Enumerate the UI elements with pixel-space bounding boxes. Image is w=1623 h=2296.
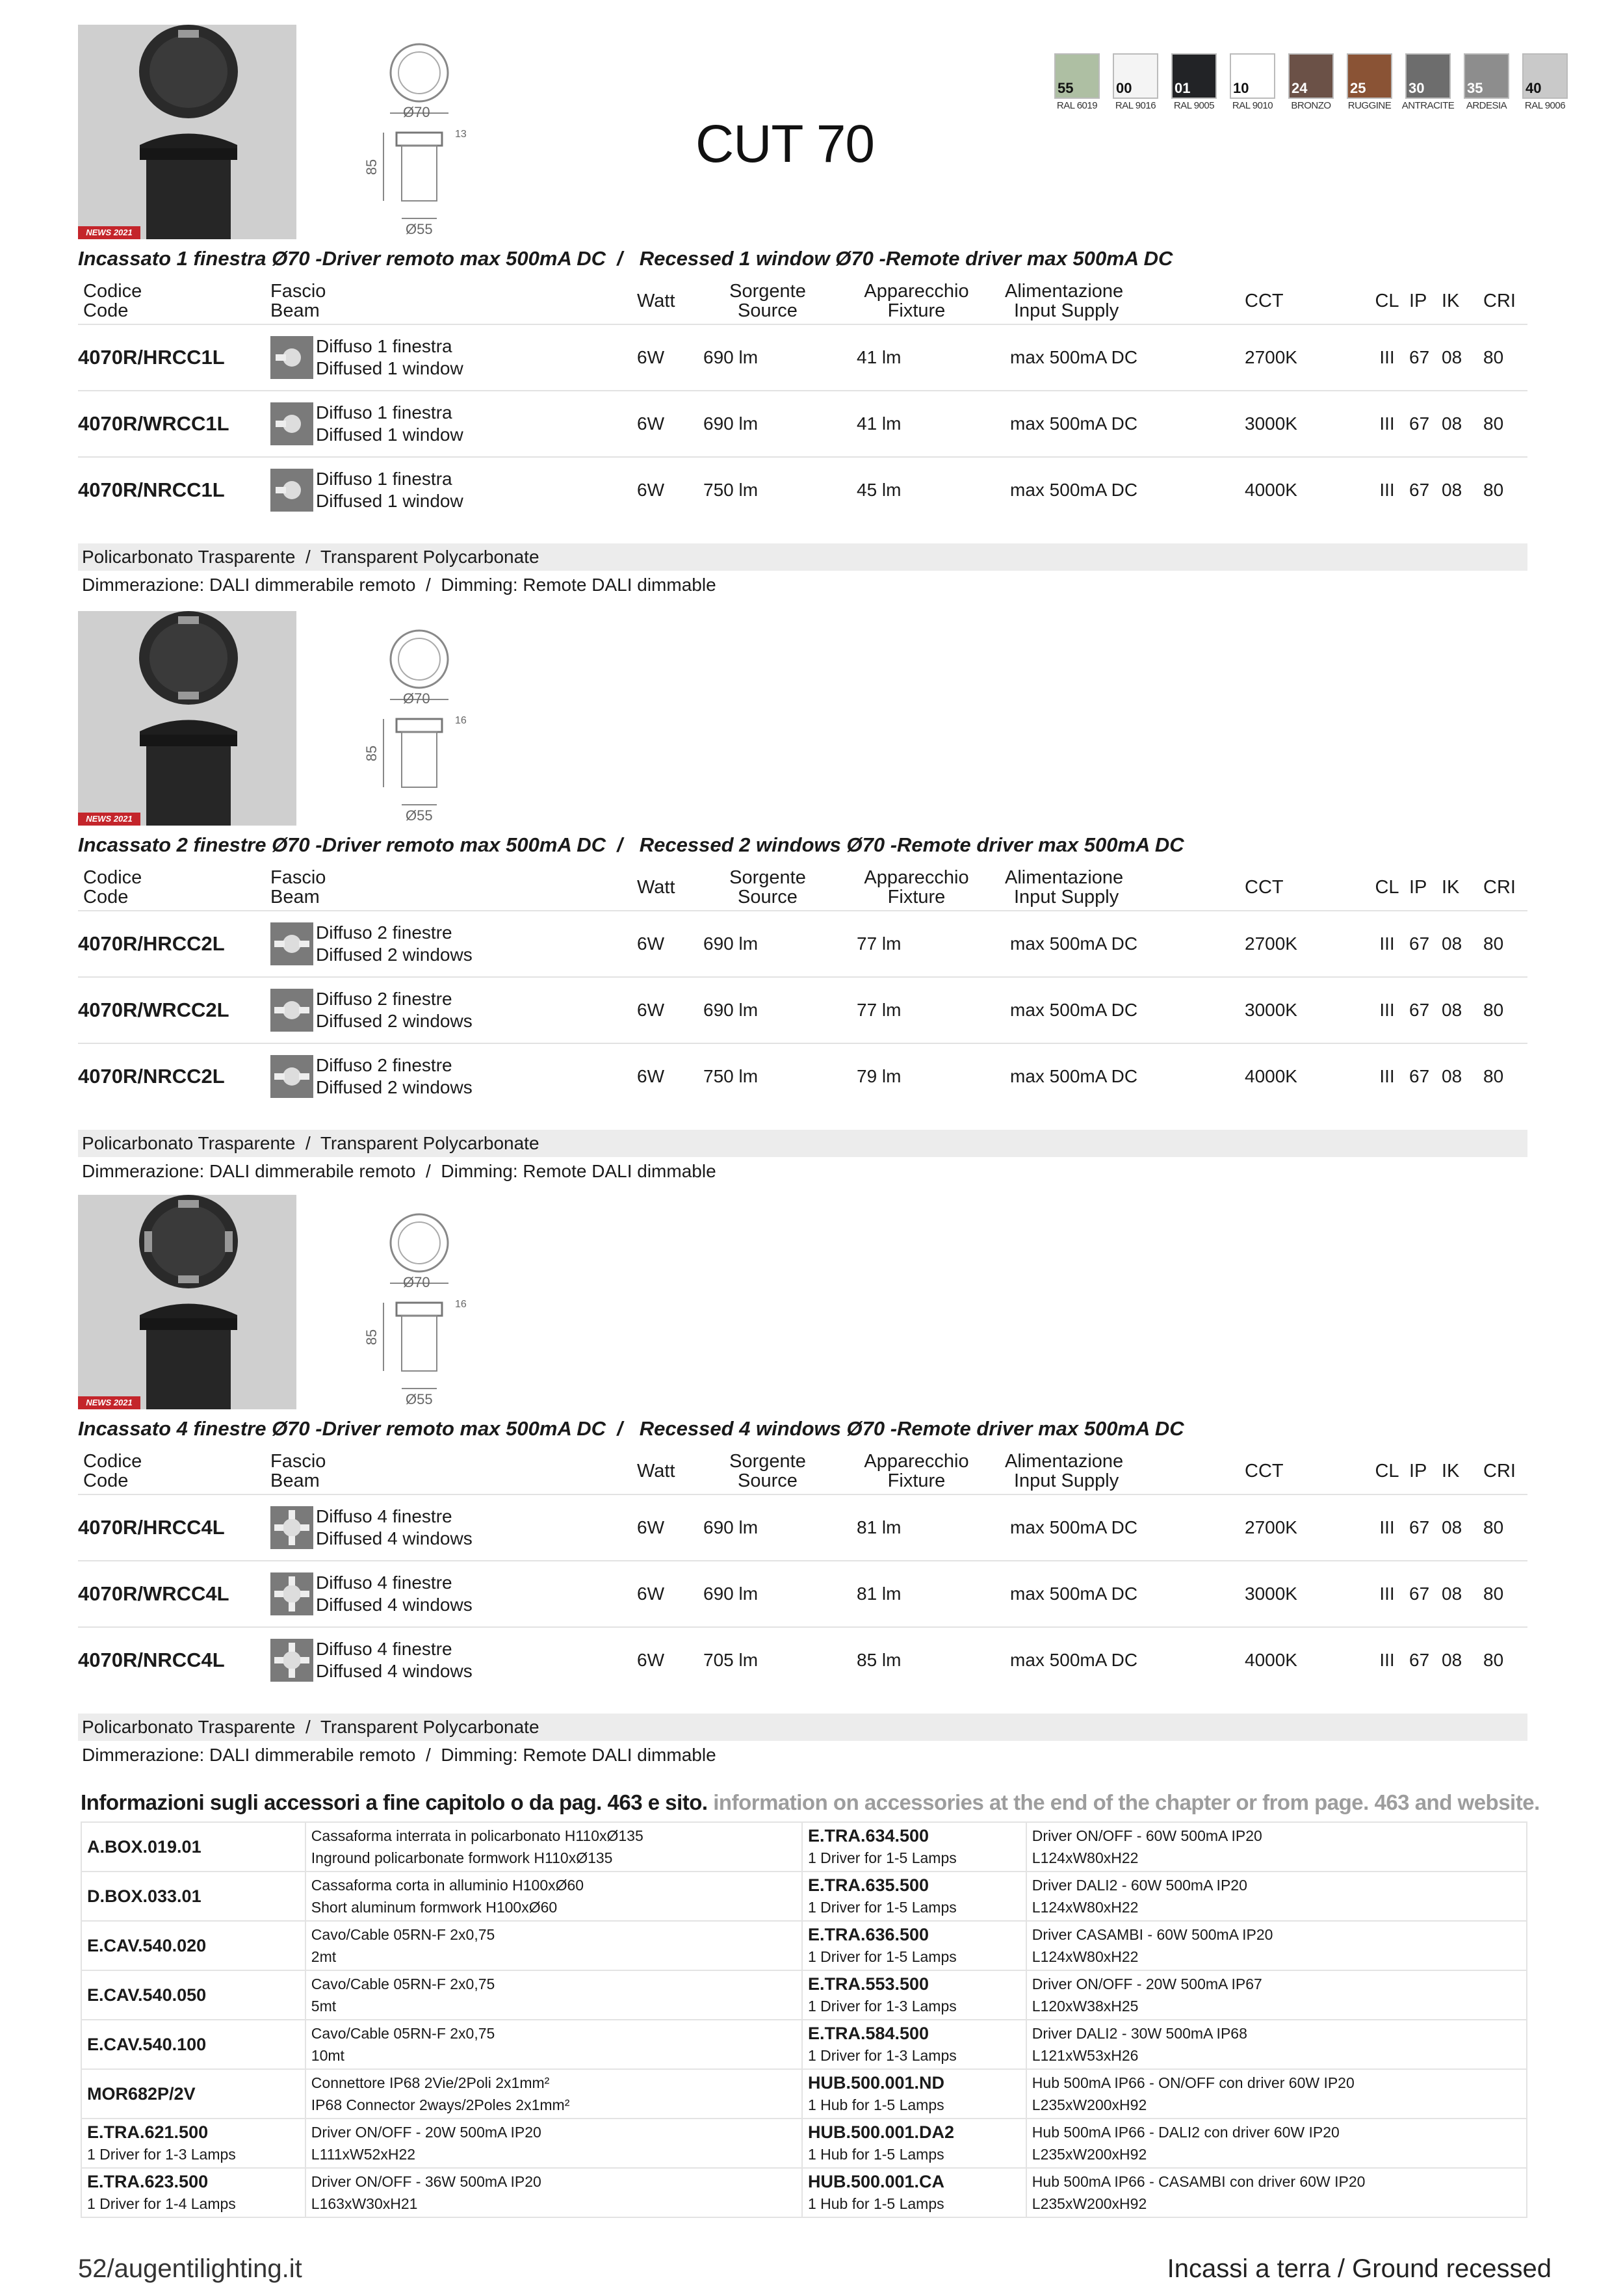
accessory-row — [81, 2020, 1527, 2069]
beam-cell — [266, 457, 637, 523]
accessory-row — [81, 1970, 1527, 2020]
color-swatch — [1340, 53, 1399, 111]
table-row — [78, 1561, 1527, 1627]
col-cct: CCT — [1245, 291, 1284, 311]
ik: 08 — [1442, 1561, 1483, 1627]
accessory-sub: 1 Hub for 1-5 Lamps — [807, 2195, 944, 2212]
col-beam: Fascio Beam — [270, 281, 326, 321]
class: III — [1365, 1561, 1409, 1627]
product-table — [78, 865, 1527, 1109]
ik: 08 — [1442, 911, 1483, 977]
accessories-heading — [81, 1790, 1540, 1815]
section-title: Incassato 1 finestra Ø70 -Driver remoto max 500mA DC / Recessed 1 window Ø70 -Remote driver max 500mA DC — [78, 247, 1173, 270]
dim-flange: 16 — [455, 715, 467, 726]
beam-cell — [266, 1494, 637, 1561]
ik: 08 — [1442, 324, 1483, 391]
table-row — [78, 1627, 1527, 1693]
swatch-ral: ANTRACITE — [1401, 100, 1455, 111]
table-row — [78, 391, 1527, 457]
accessory-desc: Hub 500mA IP66 - DALI2 con driver 60W IP20 L235xW200xH92 — [1026, 2119, 1527, 2168]
accessory-row — [81, 2069, 1527, 2119]
input-supply: max 500mA DC — [994, 1627, 1245, 1693]
section-title: Incassato 4 finestre Ø70 -Driver remoto max 500mA DC / Recessed 4 windows Ø70 -Remote driver max 500mA DC — [78, 1417, 1184, 1440]
col-ik: IK — [1442, 877, 1460, 898]
accessory-desc: Cavo/Cable 05RN-F 2x0,75 10mt — [305, 2020, 802, 2069]
dim-diameter-top: Ø70 — [403, 1274, 430, 1290]
swatch-color — [1230, 53, 1275, 99]
accessory-sub: 1 Driver for 1-5 Lamps — [807, 1899, 957, 1916]
source-lm: 690 lm — [697, 911, 838, 977]
cri: 80 — [1483, 457, 1527, 523]
beam-en: Diffused 2 windows — [316, 1077, 473, 1097]
product-code: 4070R/NRCC4L — [78, 1627, 266, 1693]
cct: 2700K — [1245, 324, 1365, 391]
beam-it: Diffuso 4 finestre — [316, 1506, 452, 1526]
col-code: Codice Code — [83, 1451, 142, 1491]
table-row — [78, 457, 1527, 523]
accessory-code: E.CAV.540.050 — [81, 1970, 305, 2020]
class: III — [1365, 977, 1409, 1043]
beam-en: Diffused 4 windows — [316, 1595, 473, 1615]
source-lm: 705 lm — [697, 1627, 838, 1693]
product-table — [78, 1448, 1527, 1693]
material-note: Policarbonato Trasparente / Transparent Polycarbonate — [78, 1714, 1527, 1741]
technical-drawing — [364, 628, 468, 826]
accessory-code: E.TRA.621.500 1 Driver for 1-3 Lamps — [81, 2119, 305, 2168]
product-photo — [78, 611, 296, 826]
watt: 6W — [637, 1627, 697, 1693]
col-watt: Watt — [637, 877, 675, 898]
fixture-lm: 81 lm — [838, 1561, 994, 1627]
cct: 3000K — [1245, 391, 1365, 457]
beam-cell — [266, 977, 637, 1043]
beam-en: Diffused 1 window — [316, 424, 463, 445]
dim-diameter-top: Ø70 — [403, 690, 430, 707]
watt: 6W — [637, 324, 697, 391]
dim-height: 85 — [363, 745, 380, 762]
product-code: 4070R/NRCC1L — [78, 457, 266, 523]
ip: 67 — [1409, 391, 1442, 457]
source-lm: 690 lm — [697, 324, 838, 391]
col-code: Codice Code — [83, 281, 142, 321]
col-ip: IP — [1409, 877, 1427, 898]
cri: 80 — [1483, 324, 1527, 391]
accessory-code: D.BOX.033.01 — [81, 1872, 305, 1921]
source-lm: 690 lm — [697, 391, 838, 457]
beam-it: Diffuso 1 finestra — [316, 402, 452, 423]
cct: 2700K — [1245, 1494, 1365, 1561]
dim-diameter-bottom: Ø55 — [406, 221, 433, 237]
ip: 67 — [1409, 457, 1442, 523]
col-ik: IK — [1442, 1461, 1460, 1481]
diffuser-icon — [270, 336, 313, 379]
cri: 80 — [1483, 1627, 1527, 1693]
col-cl: CL — [1375, 1461, 1399, 1481]
beam-it: Diffuso 2 finestre — [316, 922, 452, 943]
cri: 80 — [1483, 1043, 1527, 1109]
watt: 6W — [637, 1043, 697, 1109]
class: III — [1365, 391, 1409, 457]
col-watt: Watt — [637, 1461, 675, 1481]
cct: 3000K — [1245, 1561, 1365, 1627]
table-header — [78, 278, 1527, 324]
beam-cell — [266, 324, 637, 391]
fixture-lm: 41 lm — [838, 324, 994, 391]
beam-en: Diffused 2 windows — [316, 1011, 473, 1031]
col-ik: IK — [1442, 291, 1460, 311]
color-swatch — [1106, 53, 1165, 111]
diffuser-icon — [270, 922, 313, 965]
cct: 4000K — [1245, 1627, 1365, 1693]
col-beam: Fascio Beam — [270, 1451, 326, 1491]
accessory-row — [81, 1872, 1527, 1921]
beam-it: Diffuso 2 finestre — [316, 1055, 452, 1075]
diffuser-icon — [270, 1572, 313, 1615]
swatch-color — [1171, 53, 1217, 99]
product-code: 4070R/WRCC1L — [78, 391, 266, 457]
accessories-heading-it: Informazioni sugli accessori a fine capitolo o da pag. 463 e sito. — [81, 1790, 708, 1814]
material-note: Policarbonato Trasparente / Transparent Polycarbonate — [78, 1130, 1527, 1157]
footer-website: 52/augentilighting.it — [78, 2254, 302, 2283]
swatch-ral: BRONZO — [1291, 100, 1331, 111]
col-fixture: Apparecchio Fixture — [864, 1451, 969, 1491]
accessory-desc: Driver DALI2 - 30W 500mA IP68 L121xW53xH26 — [1026, 2020, 1527, 2069]
col-supply: Alimentazione Input Supply — [1005, 1451, 1124, 1491]
accessory-code: E.CAV.540.100 — [81, 2020, 305, 2069]
ik: 08 — [1442, 391, 1483, 457]
col-cct: CCT — [1245, 1461, 1284, 1481]
ik: 08 — [1442, 977, 1483, 1043]
table-row — [78, 1494, 1527, 1561]
ip: 67 — [1409, 911, 1442, 977]
color-swatch — [1516, 53, 1574, 111]
accessory-code: HUB.500.001.ND 1 Hub for 1-5 Lamps — [802, 2069, 1026, 2119]
table-row — [78, 324, 1527, 391]
color-swatch — [1457, 53, 1516, 111]
input-supply: max 500mA DC — [994, 977, 1245, 1043]
swatch-code: 01 — [1175, 80, 1191, 96]
beam-cell — [266, 1043, 637, 1109]
input-supply: max 500mA DC — [994, 324, 1245, 391]
swatch-code: 25 — [1350, 80, 1366, 96]
ik: 08 — [1442, 457, 1483, 523]
accessory-desc: Driver CASAMBI - 60W 500mA IP20 L124xW80xH22 — [1026, 1921, 1527, 1970]
accessory-code: E.CAV.540.020 — [81, 1921, 305, 1970]
accessory-sub: 1 Driver for 1-3 Lamps — [807, 1998, 957, 2015]
table-row — [78, 911, 1527, 977]
col-fixture: Apparecchio Fixture — [864, 281, 969, 321]
input-supply: max 500mA DC — [994, 1561, 1245, 1627]
section-title: Incassato 2 finestre Ø70 -Driver remoto max 500mA DC / Recessed 2 windows Ø70 -Remote driver max 500mA DC — [78, 833, 1184, 856]
accessory-desc: Cavo/Cable 05RN-F 2x0,75 2mt — [305, 1921, 802, 1970]
accessories-table — [81, 1821, 1527, 2218]
technical-drawing — [364, 42, 468, 240]
accessory-sub: 1 Driver for 1-5 Lamps — [807, 1948, 957, 1965]
accessory-desc: Cassaforma interrata in policarbonato H110xØ135 Inground policarbonate formwork H110xØ135 — [305, 1822, 802, 1872]
class: III — [1365, 1627, 1409, 1693]
col-cct: CCT — [1245, 877, 1284, 898]
ik: 08 — [1442, 1627, 1483, 1693]
beam-cell — [266, 911, 637, 977]
product-code: 4070R/WRCC4L — [78, 1561, 266, 1627]
watt: 6W — [637, 1494, 697, 1561]
col-source: Sorgente Source — [729, 281, 806, 321]
swatch-code: 35 — [1467, 80, 1483, 96]
product-code: 4070R/HRCC2L — [78, 911, 266, 977]
accessory-row — [81, 1921, 1527, 1970]
col-cl: CL — [1375, 291, 1399, 311]
beam-it: Diffuso 4 finestre — [316, 1639, 452, 1659]
col-cri: CRI — [1483, 1461, 1516, 1481]
accessory-desc: Driver ON/OFF - 36W 500mA IP20 L163xW30xH21 — [305, 2168, 802, 2217]
ip: 67 — [1409, 324, 1442, 391]
col-source: Sorgente Source — [729, 867, 806, 907]
swatch-code: 55 — [1058, 80, 1074, 96]
table-row — [78, 977, 1527, 1043]
color-swatches — [1048, 53, 1574, 111]
accessory-row — [81, 1822, 1527, 1872]
color-swatch — [1048, 53, 1106, 111]
col-beam: Fascio Beam — [270, 867, 326, 907]
product-code: 4070R/HRCC4L — [78, 1494, 266, 1561]
cct: 4000K — [1245, 1043, 1365, 1109]
swatch-code: 30 — [1409, 80, 1425, 96]
input-supply: max 500mA DC — [994, 457, 1245, 523]
accessories-heading-en: information on accessories at the end of the chapter or from page. 463 and website. — [707, 1790, 1540, 1814]
ip: 67 — [1409, 977, 1442, 1043]
accessory-sub: 1 Driver for 1-5 Lamps — [807, 1849, 957, 1866]
dimming-note: Dimmerazione: DALI dimmerabile remoto / Dimming: Remote DALI dimmable — [82, 575, 716, 595]
technical-drawing — [364, 1212, 468, 1410]
accessory-code: A.BOX.019.01 — [81, 1822, 305, 1872]
dimming-note: Dimmerazione: DALI dimmerabile remoto / Dimming: Remote DALI dimmable — [82, 1745, 716, 1765]
accessory-desc: Driver ON/OFF - 20W 500mA IP67 L120xW38xH25 — [1026, 1970, 1527, 2020]
swatch-ral: RAL 6019 — [1056, 100, 1098, 111]
beam-it: Diffuso 1 finestra — [316, 336, 452, 356]
accessory-sub: 1 Driver for 1-4 Lamps — [87, 2195, 236, 2212]
ip: 67 — [1409, 1561, 1442, 1627]
dimming-note: Dimmerazione: DALI dimmerabile remoto / Dimming: Remote DALI dimmable — [82, 1161, 716, 1181]
product-code: 4070R/NRCC2L — [78, 1043, 266, 1109]
accessory-sub: 1 Driver for 1-3 Lamps — [87, 2146, 236, 2163]
swatch-ral: RAL 9016 — [1115, 100, 1156, 111]
dim-diameter-bottom: Ø55 — [406, 807, 433, 824]
accessory-row — [81, 2168, 1527, 2217]
product-code: 4070R/HRCC1L — [78, 324, 266, 391]
dim-diameter-top: Ø70 — [403, 104, 430, 120]
product-photo — [78, 1195, 296, 1409]
news-badge: NEWS 2021 — [78, 1396, 140, 1409]
accessory-desc: Connettore IP68 2Vie/2Poli 2x1mm² IP68 Connector 2ways/2Poles 2x1mm² — [305, 2069, 802, 2119]
accessory-code: E.TRA.553.500 1 Driver for 1-3 Lamps — [802, 1970, 1026, 2020]
ip: 67 — [1409, 1043, 1442, 1109]
col-code: Codice Code — [83, 867, 142, 907]
dim-diameter-bottom: Ø55 — [406, 1391, 433, 1407]
color-swatch — [1399, 53, 1457, 111]
beam-cell — [266, 1627, 637, 1693]
watt: 6W — [637, 977, 697, 1043]
col-fixture: Apparecchio Fixture — [864, 867, 969, 907]
fixture-lm: 41 lm — [838, 391, 994, 457]
accessory-sub: 1 Hub for 1-5 Lamps — [807, 2096, 944, 2113]
swatch-code: 10 — [1233, 80, 1249, 96]
input-supply: max 500mA DC — [994, 1043, 1245, 1109]
accessory-code: E.TRA.636.500 1 Driver for 1-5 Lamps — [802, 1921, 1026, 1970]
swatch-code: 40 — [1526, 80, 1542, 96]
accessory-desc: Hub 500mA IP66 - ON/OFF con driver 60W IP20 L235xW200xH92 — [1026, 2069, 1527, 2119]
col-supply: Alimentazione Input Supply — [1005, 867, 1124, 907]
cct: 4000K — [1245, 457, 1365, 523]
diffuser-icon — [270, 402, 313, 445]
beam-en: Diffused 4 windows — [316, 1528, 473, 1548]
accessory-desc: Driver DALI2 - 60W 500mA IP20 L124xW80xH22 — [1026, 1872, 1527, 1921]
accessory-desc: Driver ON/OFF - 60W 500mA IP20 L124xW80xH22 — [1026, 1822, 1527, 1872]
swatch-color — [1288, 53, 1334, 99]
swatch-color — [1113, 53, 1158, 99]
dim-height: 85 — [363, 1329, 380, 1346]
watt: 6W — [637, 391, 697, 457]
cri: 80 — [1483, 1494, 1527, 1561]
source-lm: 750 lm — [697, 457, 838, 523]
color-swatch — [1165, 53, 1223, 111]
accessory-sub: 1 Hub for 1-5 Lamps — [807, 2146, 944, 2163]
fixture-lm: 79 lm — [838, 1043, 994, 1109]
ik: 08 — [1442, 1043, 1483, 1109]
dim-flange: 13 — [455, 129, 467, 140]
source-lm: 690 lm — [697, 977, 838, 1043]
input-supply: max 500mA DC — [994, 911, 1245, 977]
fixture-lm: 45 lm — [838, 457, 994, 523]
accessory-code: E.TRA.623.500 1 Driver for 1-4 Lamps — [81, 2168, 305, 2217]
watt: 6W — [637, 911, 697, 977]
cri: 80 — [1483, 391, 1527, 457]
news-badge: NEWS 2021 — [78, 813, 140, 826]
footer-section: Incassi a terra / Ground recessed — [1167, 2254, 1552, 2283]
color-swatch — [1282, 53, 1340, 111]
col-ip: IP — [1409, 291, 1427, 311]
fixture-lm: 77 lm — [838, 977, 994, 1043]
diffuser-icon — [270, 1055, 313, 1098]
fixture-lm: 81 lm — [838, 1494, 994, 1561]
beam-cell — [266, 1561, 637, 1627]
material-note: Policarbonato Trasparente / Transparent Polycarbonate — [78, 543, 1527, 571]
beam-en: Diffused 1 window — [316, 358, 463, 378]
swatch-color — [1522, 53, 1568, 99]
beam-it: Diffuso 1 finestra — [316, 469, 452, 489]
cri: 80 — [1483, 911, 1527, 977]
product-photo — [78, 25, 296, 239]
col-ip: IP — [1409, 1461, 1427, 1481]
source-lm: 750 lm — [697, 1043, 838, 1109]
watt: 6W — [637, 457, 697, 523]
beam-cell — [266, 391, 637, 457]
swatch-ral: RAL 9010 — [1232, 100, 1273, 111]
col-supply: Alimentazione Input Supply — [1005, 281, 1124, 321]
col-watt: Watt — [637, 291, 675, 311]
accessory-row — [81, 2119, 1527, 2168]
accessory-code: HUB.500.001.DA2 1 Hub for 1-5 Lamps — [802, 2119, 1026, 2168]
cct: 3000K — [1245, 977, 1365, 1043]
diffuser-icon — [270, 1506, 313, 1549]
accessory-sub: 1 Driver for 1-3 Lamps — [807, 2047, 957, 2064]
product-table — [78, 278, 1527, 523]
color-swatch — [1223, 53, 1282, 111]
beam-en: Diffused 1 window — [316, 491, 463, 511]
table-header — [78, 865, 1527, 911]
swatch-color — [1054, 53, 1100, 99]
class: III — [1365, 324, 1409, 391]
class: III — [1365, 457, 1409, 523]
ik: 08 — [1442, 1494, 1483, 1561]
swatch-ral: RAL 9005 — [1173, 100, 1215, 111]
diffuser-icon — [270, 989, 313, 1032]
source-lm: 690 lm — [697, 1561, 838, 1627]
swatch-ral: RUGGINE — [1347, 100, 1392, 111]
cri: 80 — [1483, 977, 1527, 1043]
swatch-color — [1405, 53, 1451, 99]
ip: 67 — [1409, 1627, 1442, 1693]
source-lm: 690 lm — [697, 1494, 838, 1561]
beam-en: Diffused 4 windows — [316, 1661, 473, 1681]
class: III — [1365, 1043, 1409, 1109]
beam-it: Diffuso 2 finestre — [316, 989, 452, 1009]
swatch-ral: RAL 9006 — [1524, 100, 1566, 111]
beam-en: Diffused 2 windows — [316, 945, 473, 965]
dim-height: 85 — [363, 159, 380, 176]
class: III — [1365, 911, 1409, 977]
swatch-ral: ARDESIA — [1466, 100, 1507, 111]
col-source: Sorgente Source — [729, 1451, 806, 1491]
accessory-code: E.TRA.634.500 1 Driver for 1-5 Lamps — [802, 1822, 1026, 1872]
class: III — [1365, 1494, 1409, 1561]
table-row — [78, 1043, 1527, 1109]
diffuser-icon — [270, 469, 313, 512]
news-badge: NEWS 2021 — [78, 226, 140, 239]
accessory-desc: Hub 500mA IP66 - CASAMBI con driver 60W IP20 L235xW200xH92 — [1026, 2168, 1527, 2217]
fixture-lm: 85 lm — [838, 1627, 994, 1693]
swatch-code: 24 — [1292, 80, 1308, 96]
accessory-code: E.TRA.584.500 1 Driver for 1-3 Lamps — [802, 2020, 1026, 2069]
beam-it: Diffuso 4 finestre — [316, 1572, 452, 1593]
cri: 80 — [1483, 1561, 1527, 1627]
product-code: 4070R/WRCC2L — [78, 977, 266, 1043]
page-title: CUT 70 — [695, 114, 875, 174]
col-cri: CRI — [1483, 877, 1516, 898]
dim-flange: 16 — [455, 1299, 467, 1310]
swatch-color — [1464, 53, 1509, 99]
accessory-desc: Cavo/Cable 05RN-F 2x0,75 5mt — [305, 1970, 802, 2020]
diffuser-icon — [270, 1639, 313, 1682]
input-supply: max 500mA DC — [994, 1494, 1245, 1561]
watt: 6W — [637, 1561, 697, 1627]
fixture-lm: 77 lm — [838, 911, 994, 977]
cct: 2700K — [1245, 911, 1365, 977]
accessory-code: HUB.500.001.CA 1 Hub for 1-5 Lamps — [802, 2168, 1026, 2217]
col-cri: CRI — [1483, 291, 1516, 311]
accessory-desc: Driver ON/OFF - 20W 500mA IP20 L111xW52xH22 — [305, 2119, 802, 2168]
col-cl: CL — [1375, 877, 1399, 898]
input-supply: max 500mA DC — [994, 391, 1245, 457]
accessory-code: MOR682P/2V — [81, 2069, 305, 2119]
ip: 67 — [1409, 1494, 1442, 1561]
accessory-desc: Cassaforma corta in alluminio H100xØ60 Short aluminum formwork H100xØ60 — [305, 1872, 802, 1921]
table-header — [78, 1448, 1527, 1494]
swatch-code: 00 — [1116, 80, 1132, 96]
swatch-color — [1347, 53, 1392, 99]
accessory-code: E.TRA.635.500 1 Driver for 1-5 Lamps — [802, 1872, 1026, 1921]
